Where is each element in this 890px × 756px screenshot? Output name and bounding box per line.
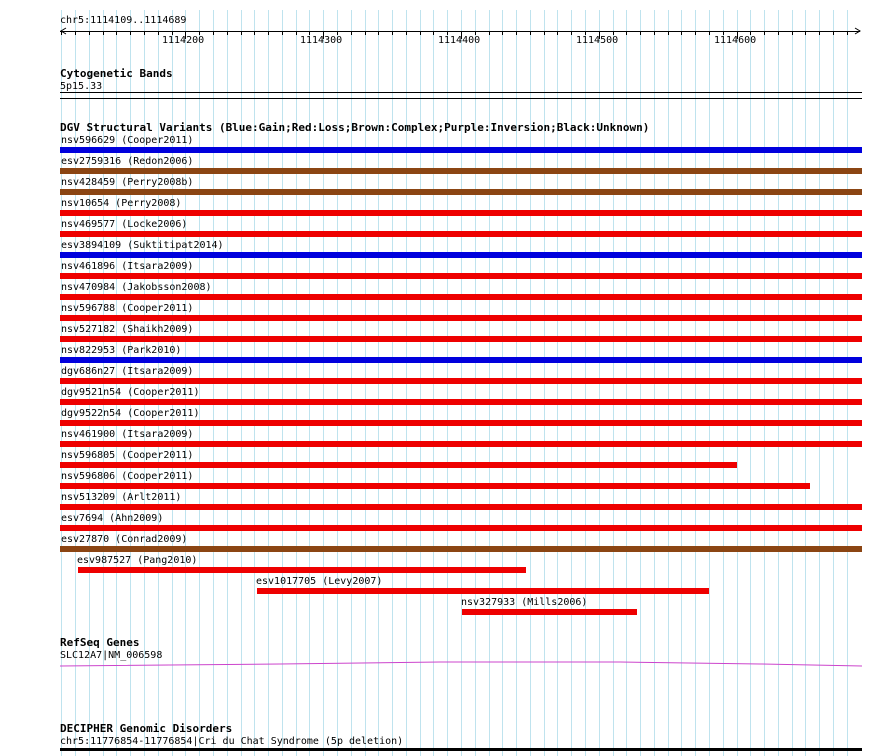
- ruler-minor-tick: [420, 31, 421, 35]
- ruler-minor-tick: [365, 31, 366, 35]
- dgv-variant-label[interactable]: nsv596806 (Cooper2011): [61, 471, 194, 482]
- dgv-variant-label[interactable]: esv2759316 (Redon2006): [61, 156, 194, 167]
- ruler-minor-tick: [89, 31, 90, 35]
- ruler-minor-tick: [778, 31, 779, 35]
- ruler-minor-tick: [103, 31, 104, 35]
- ruler-minor-tick: [378, 31, 379, 35]
- ruler-tick-label: 1114400: [438, 35, 481, 46]
- dgv-variant-label[interactable]: nsv596788 (Cooper2011): [61, 303, 194, 314]
- dgv-variant-bar-loss[interactable]: [60, 315, 862, 321]
- dgv-variant-bar-loss[interactable]: [60, 462, 737, 468]
- dgv-variant-label[interactable]: esv27870 (Conrad2009): [61, 534, 188, 545]
- dgv-variant-bar-loss[interactable]: [60, 399, 862, 405]
- ruler-axis: [60, 31, 860, 32]
- dgv-variant-label[interactable]: nsv461900 (Itsara2009): [61, 429, 194, 440]
- dgv-variant-bar-loss[interactable]: [60, 483, 810, 489]
- dgv-variant-bar-loss[interactable]: [78, 567, 526, 573]
- dgv-variant-bar-loss[interactable]: [60, 420, 862, 426]
- ruler-minor-tick: [406, 31, 407, 35]
- ruler-minor-tick: [392, 31, 393, 35]
- ruler-minor-tick: [695, 31, 696, 35]
- ruler-minor-tick: [61, 31, 62, 35]
- dgv-variant-label[interactable]: nsv513209 (Arlt2011): [61, 492, 182, 503]
- dgv-track-title: DGV Structural Variants (Blue:Gain;Red:Loss;Brown:Complex;Purple:Inversion;Black:Unknown): [60, 121, 650, 134]
- dgv-variant-label[interactable]: dgv9522n54 (Cooper2011): [61, 408, 200, 419]
- dgv-variant-label[interactable]: esv1017705 (Levy2007): [256, 576, 383, 587]
- refseq-gene-label[interactable]: SLC12A7|NM_006598: [60, 650, 163, 661]
- ruler-minor-tick: [75, 31, 76, 35]
- dgv-variant-bar-loss[interactable]: [60, 231, 862, 237]
- dgv-variant-bar-loss[interactable]: [60, 525, 862, 531]
- ruler-tick-label: 1114200: [162, 35, 205, 46]
- region-label: chr5:1114109..1114689: [60, 15, 187, 26]
- cytoband-bar-bottom: [60, 98, 862, 99]
- ruler-minor-tick: [282, 31, 283, 35]
- ruler-minor-tick: [213, 31, 214, 35]
- dgv-variant-bar-loss[interactable]: [257, 588, 709, 594]
- dgv-variant-label[interactable]: nsv470984 (Jakobsson2008): [61, 282, 212, 293]
- ruler-minor-tick: [516, 31, 517, 35]
- dgv-variant-bar-loss[interactable]: [60, 504, 862, 510]
- ruler-minor-tick: [158, 31, 159, 35]
- ruler-tick-label: 1114300: [300, 35, 343, 46]
- ruler-minor-tick: [654, 31, 655, 35]
- ruler-minor-tick: [764, 31, 765, 35]
- dgv-variant-bar-complex[interactable]: [60, 168, 862, 174]
- dgv-variant-bar-complex[interactable]: [60, 546, 862, 552]
- dgv-variant-bar-loss[interactable]: [60, 336, 862, 342]
- ruler-minor-tick: [502, 31, 503, 35]
- ruler-minor-tick: [792, 31, 793, 35]
- dgv-variant-bar-loss[interactable]: [60, 273, 862, 279]
- dgv-variant-label[interactable]: nsv596629 (Cooper2011): [61, 135, 194, 146]
- dgv-variant-bar-gain[interactable]: [60, 357, 862, 363]
- ruler-minor-tick: [351, 31, 352, 35]
- dgv-variant-label[interactable]: esv3894109 (Suktitipat2014): [61, 240, 224, 251]
- ruler-minor-tick: [681, 31, 682, 35]
- dgv-variant-label[interactable]: nsv527182 (Shaikh2009): [61, 324, 194, 335]
- dgv-variant-label[interactable]: nsv822953 (Park2010): [61, 345, 182, 356]
- ruler-minor-tick: [557, 31, 558, 35]
- dgv-variant-label[interactable]: dgv9521n54 (Cooper2011): [61, 387, 200, 398]
- decipher-feature-bar[interactable]: [60, 748, 862, 751]
- ruler-minor-tick: [626, 31, 627, 35]
- dgv-variant-bar-loss[interactable]: [60, 294, 862, 300]
- dgv-variant-label[interactable]: dgv686n27 (Itsara2009): [61, 366, 194, 377]
- ruler-minor-tick: [116, 31, 117, 35]
- ruler-minor-tick: [227, 31, 228, 35]
- ruler-minor-tick: [709, 31, 710, 35]
- dgv-variant-bar-complex[interactable]: [60, 189, 862, 195]
- dgv-variant-bar-loss[interactable]: [462, 609, 637, 615]
- dgv-variant-bar-loss[interactable]: [60, 210, 862, 216]
- ruler-minor-tick: [571, 31, 572, 35]
- decipher-entry-label[interactable]: chr5:11776854-11776854|Cri du Chat Syndrome (5p deletion): [60, 736, 404, 747]
- dgv-variant-label[interactable]: esv7694 (Ahn2009): [61, 513, 164, 524]
- dgv-variant-label[interactable]: nsv469577 (Locke2006): [61, 219, 188, 230]
- dgv-variant-bar-loss[interactable]: [60, 378, 862, 384]
- ruler-minor-tick: [833, 31, 834, 35]
- dgv-variant-label[interactable]: nsv461896 (Itsara2009): [61, 261, 194, 272]
- dgv-variant-label[interactable]: nsv327933 (Mills2006): [461, 597, 588, 608]
- dgv-variant-bar-gain[interactable]: [60, 147, 862, 153]
- cytoband-bar-top: [60, 92, 862, 93]
- ruler-minor-tick: [805, 31, 806, 35]
- refseq-gene-model[interactable]: [60, 654, 862, 668]
- ruler-minor-tick: [241, 31, 242, 35]
- ruler-minor-tick: [144, 31, 145, 35]
- ruler-minor-tick: [433, 31, 434, 35]
- cytoband-track-title: Cytogenetic Bands: [60, 67, 173, 80]
- refseq-track-title: RefSeq Genes: [60, 636, 140, 649]
- ruler-minor-tick: [544, 31, 545, 35]
- ruler-minor-tick: [847, 31, 848, 35]
- ruler-minor-tick: [296, 31, 297, 35]
- ruler-minor-tick: [640, 31, 641, 35]
- scroll-right-arrow-icon[interactable]: [853, 27, 861, 35]
- ruler-minor-tick: [668, 31, 669, 35]
- ruler-minor-tick: [268, 31, 269, 35]
- dgv-variant-bar-gain[interactable]: [60, 252, 862, 258]
- dgv-variant-label[interactable]: nsv596805 (Cooper2011): [61, 450, 194, 461]
- cytoband-label[interactable]: 5p15.33: [60, 81, 103, 92]
- ruler-minor-tick: [530, 31, 531, 35]
- ruler-tick-label: 1114600: [714, 35, 757, 46]
- dgv-variant-label[interactable]: nsv428459 (Perry2008b): [61, 177, 194, 188]
- ruler-minor-tick: [819, 31, 820, 35]
- dgv-variant-label[interactable]: esv987527 (Pang2010): [77, 555, 198, 566]
- ruler-minor-tick: [130, 31, 131, 35]
- decipher-track-title: DECIPHER Genomic Disorders: [60, 722, 233, 735]
- ruler-tick-label: 1114500: [576, 35, 619, 46]
- dgv-variant-bar-loss[interactable]: [60, 441, 862, 447]
- ruler-minor-tick: [489, 31, 490, 35]
- dgv-variant-label[interactable]: nsv10654 (Perry2008): [61, 198, 182, 209]
- ruler-minor-tick: [254, 31, 255, 35]
